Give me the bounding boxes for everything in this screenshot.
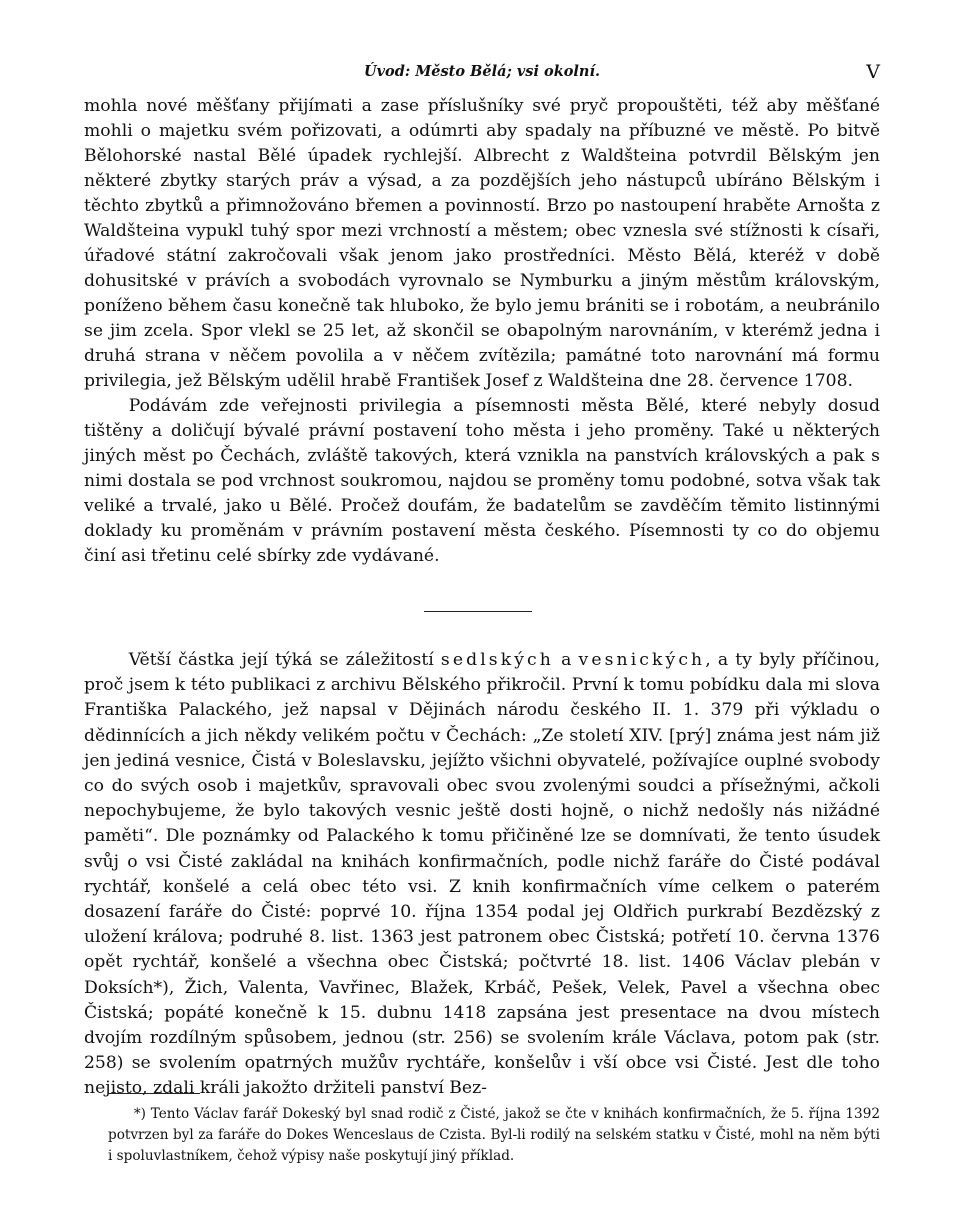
section-two-text xyxy=(84,648,880,1102)
paragraph-rest: , a ty byly příčinou, proč jsem k této publikaci z archivu Bělského přikročil. První k tomu pobídku dala mi slova Františka Palackého, jež napsal v Dějinách národu českého II. 1. 379 při výkladu o dědinnících a jich někdy velikém počtu v Čechách: „Ze století XIV. [prý] známa jest nám již jen jediná vesnice, Čistá v Boleslavsku, jejížto všichni obyvatelé, požívajíce ouplné svobody co do svých osob i majetkův, spravovali obec svou zvolenými soudci a přísežnými, ačkoli nepochybujeme, že bylo takových vesnic ještě dosti hojně, o nichž nedošly nás nižádné paměti“. Dle poznámky od Palackého k tomu přičiněné lze se domnívati, že tento úsudek svůj o vsi Čisté zakládal na knihách konfirmačních, podle nichž faráře do Čisté podával rychtář, konšelé a celá obec této vsi. Z knih konfirmačních víme celkem o paterém dosazení faráře do Čisté: poprvé 10. října 1354 podal jej Oldřich purkrabí Bezdězský z uložení králova; podruhé 8. list. 1363 jest patronem obec Čistská; potřetí 10. června 1376 opět rychtář, konšelé a všechna obec Čistská; počtvrté 18. list. 1406 Václav plebán v Doksích*), Žich, Valenta, Vavřinec, Blažek, Krbáč, Pešek, Velek, Pavel a všechna obec Čistská; popáté konečně k 15. dubnu 1418 zapsána jest presentace na dvou místech dvojím rozdílným spůsobem, jednou (str. 256) se svolením krále Václava, potom pak (str. 258) se svolením opatrných mužův rychtáře, konšelův i vší obce vsi Čisté. Jest dle toho nejisto, zdali králi jakožto držiteli panství Bez- xyxy=(84,650,881,1099)
paragraph-continuation: mohla nové měšťany přijímati a zase příslušníky své pryč propouštěti, též aby měšťané mohli o majetku svém pořizovati, a odúmrti aby spadaly na příbuzné ve městě. Po bitvě Bělohorské nastal Bělé úpadek rychlejší. Albrecht z Waldšteina potvrdil Bělským jen některé zbytky starých práv a výsad, a za pozdějších jeho nástupců ubíráno Bělským i těchto zbytků a přimnožováno břemen a povinností. Brzo po nastoupení hraběte Arnošta z Waldšteina vypukl tuhý spor mezi vrchností a městem; obec vznesla své stížnosti k císaři, úřadové státní zakročovali však jenom jako prostředníci. Město Bělá, kteréž v době dohusitské v právích a svobodách vyrovnalo se Nymburku a jiným městům královským, poníženo během času konečně tak hluboko, že bylo jemu brániti se i robotám, a neubránilo se jim zcela. Spor vlekl se 25 let, až skončil se obapolným narovnáním, v kterémž jedna i druhá strana v něčem povolila a v něčem zvítězila; památné toto narovnání má formu privilegia, jež Bělským udělil hrabě František Josef z Waldšteina dne 28. července 1708. xyxy=(84,96,880,391)
page-number: V xyxy=(866,61,880,83)
spaced-word-vesnickych: vesnických xyxy=(578,650,706,670)
footnote xyxy=(108,1104,880,1167)
running-title: Úvod: Město Bělá; vsi okolní. xyxy=(363,63,601,80)
paragraph-privilegia: Podávám zde veřejnosti privilegia a písemnosti města Bělé, které nebyly dosud tištěny a doličují bývalé právní postavení toho města i jeho proměny. Také u některých jiných měst po Čechách, zvláště takových, která vznikla na panstvích královských a pak s nimi dostala se pod vrchnost soukromou, najdou se proměny tomu podobné, sotva však tak veliké a trvalé, jako u Bělé. Pročež doufám, že badatelům se zavděčím těmito listinnými doklady ku proměnám v právním postavení města českého. Písemnosti ty co do objemu činí asi třetinu celé sbírky zde vydávané. xyxy=(84,396,880,566)
main-text xyxy=(84,94,880,569)
footnote-divider xyxy=(108,1093,200,1094)
section-divider xyxy=(424,611,532,612)
paragraph-village xyxy=(84,648,880,1102)
running-head xyxy=(84,58,880,86)
conjunction-text: a xyxy=(553,650,579,670)
footnote-text: *) Tento Václav farář Dokeský byl snad rodič z Čisté, jakož se čte v knihách konfirmačních, že 5. října 1392 potvrzen byl za faráře do Dokes Wenceslaus de Czista. Byl-li rodilý na selském statku v Čisté, mohl na něm býti i spoluvlastníkem, čehož výpisy naše poskytují jiný příklad. xyxy=(108,1106,880,1164)
spaced-word-sedlskych: sedlských xyxy=(440,650,554,670)
intro-text: Větší částka její týká se záležitostí xyxy=(128,650,441,670)
